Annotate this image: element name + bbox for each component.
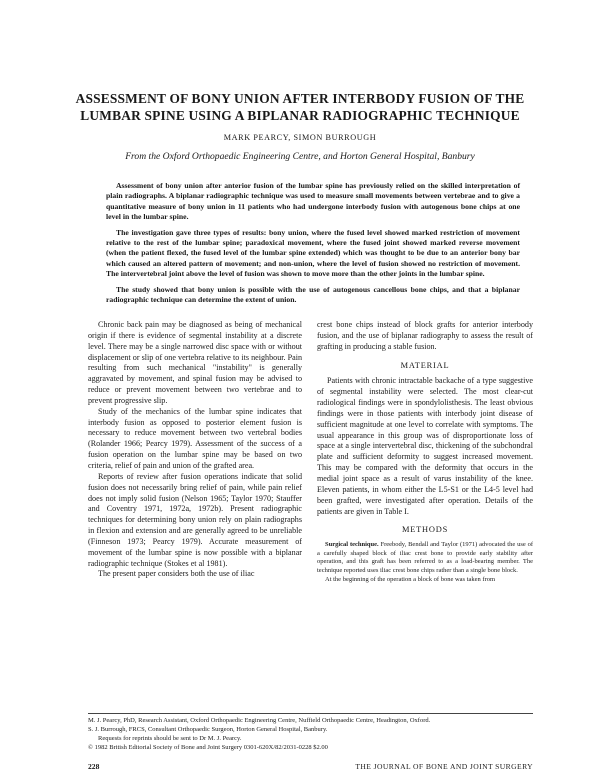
abstract	[106, 181, 520, 310]
journal-name: THE JOURNAL OF BONE AND JOINT SURGERY	[355, 762, 533, 771]
abstract-paragraph: The investigation gave three types of results: bony union, where the fused level showed marked restriction of movement relative to the rest of the lumbar spine; paradoxical movement, where the fused joint showed marked reverse movement (when the patient flexed, the fused level of the lumbar spine extended) which was thought to be due to an anterior bony bar which caused an altered pattern of movement; and non-union, where the level of fusion showed no restriction of movement. The intervertebral joint above the level of fusion was shown to move more than the other joints in the lumbar spine.	[106, 227, 520, 279]
section-heading-material: MATERIAL	[400, 360, 450, 370]
body-column-left	[88, 320, 302, 580]
section-heading-methods: METHODS	[401, 525, 449, 535]
body-paragraph: The present paper considers both the use of iliac	[98, 569, 255, 579]
footnote-line: Requests for reprints should be sent to Dr M. J. Pearcy.	[98, 735, 242, 742]
title-line-1: ASSESSMENT OF BONY UNION AFTER INTERBODY FUSION OF THE	[75, 91, 525, 106]
page-number: 228	[88, 762, 100, 771]
methods-paragraph	[317, 541, 533, 575]
title-line-2: LUMBAR SPINE USING A BIPLANAR RADIOGRAPHIC TECHNIQUE	[80, 108, 520, 123]
body-paragraph: Study of the mechanics of the lumbar spine indicates that interbody fusion as opposed to posterior element fusion is necessary to reduce movement between two vertebral bodies (Rolander 1966; Pearcy 1979). Assessment of the success of a fusion operation on the lumbar spine may be based on two criteria, relief of pain and union of the grafted area.	[88, 406, 302, 470]
body-paragraph: crest bone chips instead of block grafts for anterior interbody fusion, and the use of biplanar radiography to assess the result of grafting in producing a stable fusion.	[317, 320, 533, 351]
body-paragraph: Patients with chronic intractable backache of a type suggestive of segmental instability were selected. The most clear-cut radiological findings were in spondylolisthesis. The least obvious findings were in those patients with interbody joint disease of sufficient magnitude at one level to correlate with symptoms. The usual appearance in this group was of disproportionate loss of space at a single intervertebral disc, thickening of the subchondral plate and sufficient deformity to suggest increased movement. This may be compared with the deformity that occurs in the medial joint space as a result of varus instability of the knee. Eleven patients, in whom either the L5-S1 or the L4-5 level had been grafted, were investigated after operation. Details of the patients are given in Table I.	[317, 376, 533, 516]
methods-paragraph-text: Freebody, Bendall and Taylor (1971) advocated the use of a carefully shaped block of iliac crest bone to provide early stability after operation, and this graft has been referred to as a load-bearing member. The technique reported uses iliac crest bone chips rather than a single bone block.	[317, 541, 533, 574]
body-paragraph: Chronic back pain may be diagnosed as being of mechanical origin if there is evidence of segmental instability at a discrete level. There may be a single narrowed disc space with or without displacement or slip of one vertebra relative to its neighbour. Pain resulting from such mechanical "instability" is generally aggravated by movement, and spinal fusion may be advised to reduce or prevent movement between two vertebrae and to prevent progressive slip.	[88, 320, 302, 405]
abstract-paragraph: Assessment of bony union after anterior fusion of the lumbar spine has previously relied on the skilled interpretation of plain radiographs. A biplanar radiographic technique was used to measure small movements between vertebrae and to give a quantitative measure of bony union in 11 patients who had undergone interbody fusion with autogenous bone chips at one level in the lumbar spine.	[106, 181, 520, 222]
article-title	[50, 90, 550, 124]
footnote-line: S. J. Burrough, FRCS, Consultant Orthopaedic Surgeon, Horton General Hospital, Banbury.	[88, 726, 328, 733]
body-column-right	[317, 320, 533, 584]
author-affiliation: From the Oxford Orthopaedic Engineering Centre, and Horton General Hospital, Banbury	[125, 151, 475, 162]
footnote-line: © 1982 British Editorial Society of Bone and Joint Surgery 0301-620X/82/2031-0228 $2.00	[88, 744, 328, 751]
methods-paragraph: At the beginning of the operation a block of bone was taken from	[325, 575, 496, 583]
methods-text	[317, 541, 533, 584]
abstract-paragraph: The study showed that bony union is possible with the use of autogenous cancellous bone chips, and that a biplanar radiographic technique can determine the extent of union.	[106, 284, 520, 305]
author-list: MARK PEARCY, SIMON BURROUGH	[223, 133, 377, 142]
footnotes	[88, 713, 533, 752]
body-paragraph: Reports of review after fusion operations indicate that solid fusion does not necessarily bring relief of pain, while pain relief does not imply solid fusion (Nelson 1965; Taylor 1970; Stauffer and Coventry 1971, 1972a, 1972b). Present radiographic techniques for determining bony union rely on plain radiographs in flexion and extension and are generally agreed to be unreliable (Finneson 1973; Pearcy 1979). Accurate measurement of movement of the lumbar spine is now possible with a biplanar radiographic technique (Stokes et al 1981).	[88, 471, 302, 568]
footnote-divider	[88, 713, 533, 714]
footnote-line: M. J. Pearcy, PhD, Research Assistant, Oxford Orthopaedic Engineering Centre, Nuffield Orthopaedic Centre, Headington, Oxford.	[88, 717, 431, 724]
run-in-heading: Surgical technique.	[325, 541, 379, 549]
